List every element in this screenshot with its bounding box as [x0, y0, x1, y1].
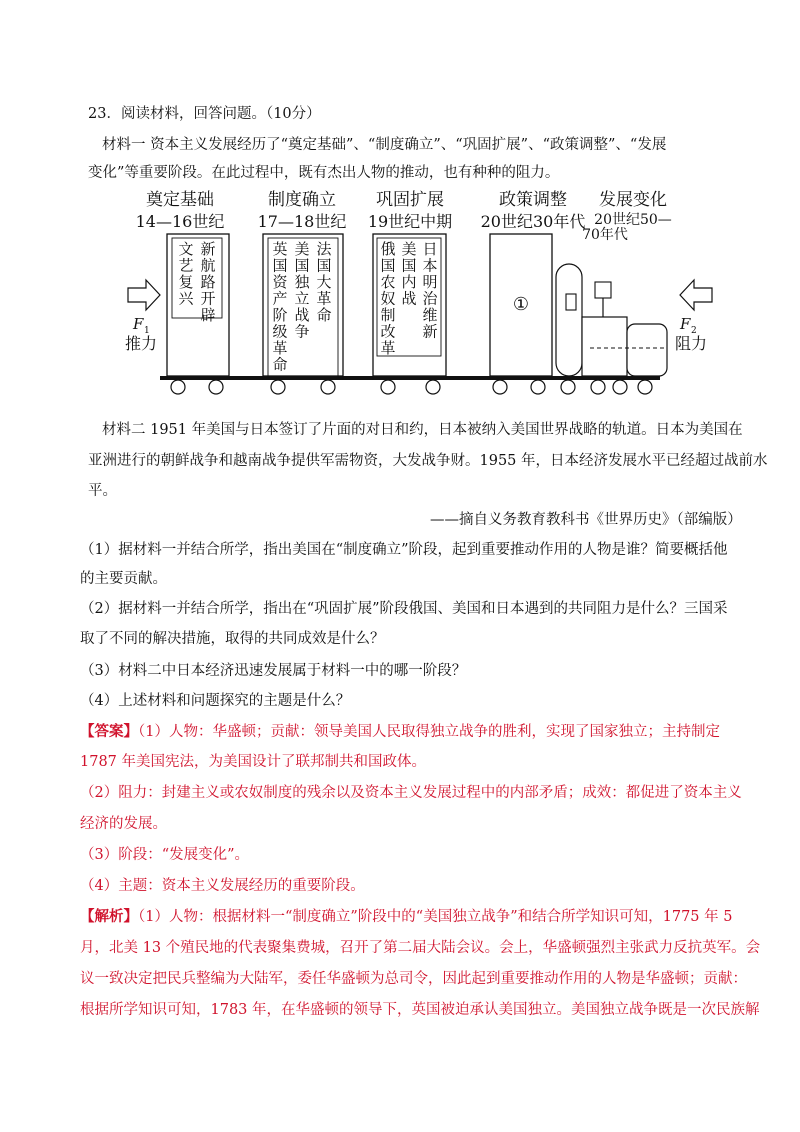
stage-1-col-2-char: 开	[200, 289, 216, 308]
material2-line2: 亚洲进行的朝鲜战争和越南战争提供军需物资，大发战争财。1955 年，日本经济发展水平已经超过战前水	[88, 453, 768, 469]
stage-3-col-1-char: 革	[380, 339, 396, 357]
wheel	[638, 380, 652, 394]
wheel	[209, 380, 223, 394]
stage-2-col-1-char: 产	[272, 289, 288, 308]
stage-2-col-1-char: 国	[272, 256, 288, 275]
stage-3-col-2-char: 国	[401, 256, 417, 275]
stage-2-name: 制度确立	[268, 190, 336, 210]
question-1-line2: 的主要贡献。	[80, 571, 167, 587]
push-arrow	[125, 280, 160, 353]
stage-2-col-3-char: 大	[316, 273, 332, 291]
stage-2-col-2-char: 独	[294, 273, 310, 291]
answer-3: （3）阶段：“发展变化”。	[80, 847, 250, 863]
question-4: （4）上述材料和问题探究的主题是什么？	[80, 693, 351, 709]
answer-2-line2: 经济的发展。	[80, 816, 167, 832]
locomotive-front	[627, 324, 667, 376]
answer-1-line2: 1787 年美国宪法，为美国设计了联邦制共和国政体。	[80, 754, 427, 770]
left-arrow-icon	[680, 280, 712, 310]
analysis-line1	[80, 905, 732, 926]
analysis-line2: 月，北美 13 个殖民地的代表聚集费城，召开了第二届大陆会议。会上，华盛顿强烈主张武力反抗英军。会	[80, 940, 761, 956]
wheel	[591, 380, 605, 394]
answer-1-text: （1）人物：华盛顿；贡献：领导美国人民取得独立战争的胜利，实现了国家独立；主持制定	[138, 724, 720, 740]
stage-5-period: 20世纪50—	[594, 212, 672, 228]
stage-2-col-2-char: 争	[294, 322, 310, 341]
push-label: 推力	[125, 334, 158, 353]
right-arrow-icon	[128, 280, 160, 310]
stage-2-col-1-char: 级	[272, 322, 288, 341]
analysis-line4: 根据所学知识可知，1783 年，在华盛顿的领导下，英国被迫承认美国独立。美国独立战争既是一次民族解	[80, 1002, 760, 1018]
stage-2-col-1-char: 阶	[272, 306, 288, 324]
stage-3-col-2-char: 战	[401, 289, 417, 308]
wheel	[171, 380, 185, 394]
wheel	[613, 380, 627, 394]
stage-5-period2: 70年代	[582, 227, 628, 243]
analysis-tag: 【解析】	[80, 908, 138, 925]
capitalism-train-diagram	[120, 182, 720, 397]
force-f2-sub: 2	[691, 326, 697, 336]
stage-1-col-2-char: 新	[200, 240, 216, 258]
stage-1-col-1-char: 艺	[178, 256, 194, 275]
stage-1-col-2-char: 辟	[200, 306, 216, 324]
stage-3-col-3-char: 新	[422, 322, 438, 341]
stage-2-col-3-char: 革	[316, 289, 332, 308]
wheel	[381, 380, 395, 394]
material1-line2: 变化”等重要阶段。在此过程中，既有杰出人物的推动，也有种种的阻力。	[88, 165, 560, 181]
stage-1-col-2-char: 路	[200, 273, 216, 291]
locomotive-chimney	[556, 264, 582, 376]
question-1-line1: （1）据材料一并结合所学，指出美国在“制度确立”阶段，起到重要推动作用的人物是谁？简要概括他	[80, 542, 728, 558]
stage-3-col-1-char: 改	[380, 322, 396, 341]
wheels	[171, 380, 652, 394]
stage-1-col-1-char: 文	[178, 240, 194, 258]
stage-3-name: 巩固扩展	[376, 190, 444, 210]
force-f1: F	[133, 315, 144, 333]
wheel	[271, 380, 285, 394]
answer-tag: 【答案】	[80, 723, 138, 740]
stage-2-period: 17—18世纪	[257, 212, 347, 231]
question-2-line2: 取了不同的解决措施，取得的共同成效是什么？	[80, 631, 385, 647]
stage-1-name: 奠定基础	[146, 190, 214, 210]
stage-1-col-1-char: 兴	[178, 289, 194, 308]
stage-2-col-3-char: 法	[316, 240, 332, 258]
analysis-line3: 议一致决定把民兵整编为大陆军，委任华盛顿为总司令，因此起到重要推动作用的人物是华盛顿；贡献：	[80, 971, 747, 987]
wheel	[493, 380, 507, 394]
stage-1-period: 14—16世纪	[135, 212, 225, 231]
stage-2-col-2-char: 国	[294, 256, 310, 275]
stage-4-circle-one: ①	[512, 294, 530, 315]
material2-source: ——摘自义务教育教科书《世界历史》（部编版）	[430, 512, 742, 528]
wheel	[426, 380, 440, 394]
stage-2-col-1-char: 命	[272, 355, 288, 374]
stage-3-col-3-char: 治	[422, 289, 438, 308]
material1-line1: 材料一 资本主义发展经历了“奠定基础”、“制度确立”、“巩固扩展”、“政策调整”、“发展	[102, 137, 667, 153]
stage-3-col-1-char: 俄	[380, 240, 396, 258]
car-1	[167, 234, 229, 376]
analysis-text-1: （1）人物：根据材料一“制度确立”阶段中的“美国独立战争”和结合所学知识可知，1775 年 5	[138, 909, 733, 925]
stage-3-col-1-char: 国	[380, 256, 396, 275]
wheel	[561, 380, 575, 394]
stage-1-col-1-char: 复	[178, 273, 194, 291]
stage-3-col-1-char: 奴	[380, 289, 396, 308]
question-title: 23．阅读材料，回答问题。（10分）	[88, 106, 321, 122]
resistance-label: 阻力	[675, 334, 708, 353]
force-f2: F	[680, 315, 691, 333]
stage-1-col-2-char: 航	[200, 256, 216, 275]
material2-line3: 平。	[88, 483, 117, 499]
stage-3-col-2-char: 内	[401, 273, 417, 291]
question-2-line1: （2）据材料一并结合所学，指出在“巩固扩展”阶段俄国、美国和日本遇到的共同阻力是什么？三国采	[80, 601, 728, 617]
stage-3-col-3-char: 明	[422, 273, 438, 291]
stage-4-name: 政策调整	[499, 190, 567, 210]
wheel	[531, 380, 545, 394]
locomotive-dome	[595, 282, 611, 298]
stage-4-period: 20世纪30年代	[480, 212, 586, 231]
stage-2-col-3-char: 命	[316, 306, 332, 324]
material2-line1: 材料二 1951 年美国与日本签订了片面的对日和约，日本被纳入美国世界战略的轨道。日本为美国在	[102, 422, 743, 438]
stage-3-col-3-char: 维	[422, 306, 438, 324]
stage-3-col-1-char: 农	[380, 273, 396, 291]
stage-2-col-2-char: 战	[294, 306, 310, 324]
stage-2-col-2-char: 立	[294, 289, 310, 308]
wheel	[321, 380, 335, 394]
rail	[160, 376, 660, 380]
answer-4: （4）主题：资本主义发展经历的重要阶段。	[80, 878, 365, 894]
question-3: （3）材料二中日本经济迅速发展属于材料一中的哪一阶段？	[80, 663, 467, 679]
force-f1-sub: 1	[144, 326, 150, 336]
answer-2-line1: （2）阻力：封建主义或农奴制度的残余以及资本主义发展过程中的内部矛盾；成效：都促进了资本主义	[80, 785, 742, 801]
stage-2-col-1-char: 革	[272, 339, 288, 357]
stage-3-col-3-char: 日	[422, 240, 438, 258]
stage-2-col-2-char: 美	[294, 240, 310, 258]
answer-line1	[80, 720, 720, 741]
stage-5-name: 发展变化	[599, 190, 667, 210]
stage-3-col-1-char: 制	[380, 306, 396, 324]
locomotive	[556, 264, 667, 376]
stage-2-col-3-char: 国	[316, 256, 332, 275]
stage-2-col-1-char: 英	[272, 240, 288, 258]
resistance-arrow	[675, 280, 712, 353]
locomotive-cabin	[582, 317, 627, 376]
stage-2-col-1-char: 资	[272, 273, 288, 291]
stage-3-period: 19世纪中期	[367, 212, 453, 231]
stage-3-col-3-char: 本	[422, 256, 438, 275]
locomotive-window	[566, 294, 576, 310]
stage-3-col-2-char: 美	[401, 240, 417, 258]
